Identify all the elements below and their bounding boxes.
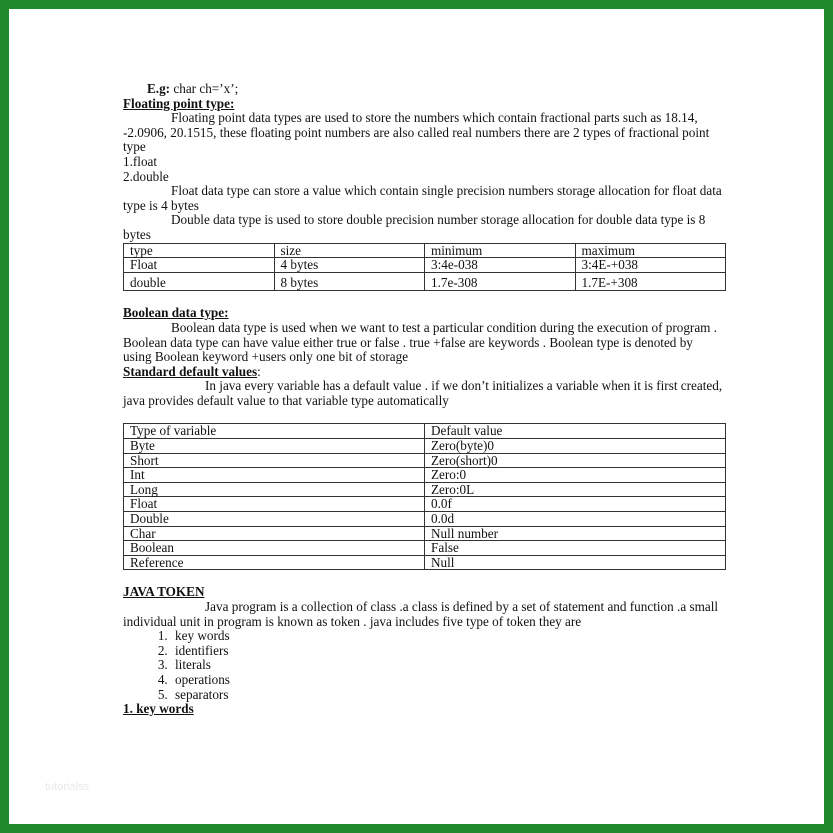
keywords-subheading: 1. key words (123, 701, 194, 717)
table-cell: Zero(short)0 (425, 453, 726, 468)
table-row (124, 512, 726, 527)
boolean-para: Boolean data type is used when we want to test a particular condition during the execution of program . Boolean data type can have value either true or false . true +false are keywords . Boolean type is denoted by using Boolean keyword +users only one bit of storage (123, 319, 718, 365)
float-range-table (123, 243, 726, 292)
table-cell: 1.7E-+308 (575, 272, 726, 291)
example-line (123, 82, 723, 97)
table-cell: Short (124, 453, 425, 468)
table-cell: Zero:0 (425, 468, 726, 483)
table-cell: 4 bytes (274, 258, 425, 273)
defaults-heading: Standard default values (123, 363, 258, 379)
table-cell: Null number (425, 526, 726, 541)
table-cell: 8 bytes (274, 272, 425, 291)
floating-heading: Floating point type: (123, 95, 235, 111)
table-header-row (124, 424, 726, 439)
spacer (123, 570, 723, 585)
table-row (124, 526, 726, 541)
defaults-para: In java every variable has a default value . if we don’t initializes a variable when it is first created, java provides default value to that variable type automatically (123, 378, 723, 408)
table-cell: Float (124, 258, 275, 273)
table-row (124, 453, 726, 468)
table-row (124, 258, 726, 273)
table-cell: Long (124, 482, 425, 497)
table-header-row (124, 243, 726, 258)
table-cell: 0.0f (425, 497, 726, 512)
list-item: 4. operations (171, 673, 723, 688)
floating-list-item: 1.float (123, 153, 158, 169)
table-cell: Null (425, 555, 726, 570)
spacer (123, 408, 723, 423)
table-header-cell: Type of variable (124, 424, 425, 439)
table-header-cell: Default value (425, 424, 726, 439)
table-cell: double (124, 272, 275, 291)
table-header-cell: minimum (425, 243, 576, 258)
spacer (123, 291, 723, 306)
example-text: char ch=’x’; (170, 81, 239, 96)
table-cell: Char (124, 526, 425, 541)
default-values-table (123, 423, 726, 570)
table-cell: 1.7e-308 (425, 272, 576, 291)
floating-list-item: 2.double (123, 168, 169, 184)
table-cell: Zero:0L (425, 482, 726, 497)
token-heading: JAVA TOKEN (123, 584, 205, 600)
table-header-cell: size (274, 243, 425, 258)
table-cell: Reference (124, 555, 425, 570)
table-cell: 3:4e-038 (425, 258, 576, 273)
table-cell: 3:4E-+038 (575, 258, 726, 273)
document-content (123, 82, 723, 717)
table-cell: 0.0d (425, 512, 726, 527)
table-cell: Double (124, 512, 425, 527)
table-header-cell: maximum (575, 243, 726, 258)
table-cell: Byte (124, 439, 425, 454)
example-label: E.g: (147, 81, 171, 96)
floating-para-2: Float data type can store a value which contain single precision numbers storage allocation for float data type is 4 bytes (123, 183, 722, 213)
list-item: 2. identifiers (171, 644, 723, 659)
list-item: 3. literals (171, 658, 723, 673)
table-row (124, 555, 726, 570)
table-cell: Int (124, 468, 425, 483)
table-cell: Float (124, 497, 425, 512)
floating-para-1: Floating point data types are used to store the numbers which contain fractional parts such as 18.14, -2.0906, 20.1515, these floating point numbers are also called real numbers there are 2 types of fractional point type (123, 110, 710, 155)
document-page (9, 9, 824, 824)
floating-para-3: Double data type is used to store double precision number storage allocation for double data type is 8 bytes (123, 212, 706, 242)
list-item: 1. key words (171, 629, 723, 644)
watermark: tutorialss (45, 781, 90, 793)
table-row (124, 482, 726, 497)
defaults-heading-line (123, 365, 723, 380)
boolean-heading: Boolean data type: (123, 305, 229, 321)
table-row (124, 439, 726, 454)
list-item: 5. separators (171, 688, 723, 703)
table-row (124, 541, 726, 556)
table-row (124, 272, 726, 291)
token-list (123, 629, 723, 702)
table-row (124, 468, 726, 483)
defaults-colon: : (257, 363, 261, 379)
table-header-cell: type (124, 243, 275, 258)
token-para: Java program is a collection of class .a class is defined by a set of statement and function .a small individual unit in program is known as token . java includes five type of token they are (123, 599, 719, 629)
table-cell: False (425, 541, 726, 556)
table-row (124, 497, 726, 512)
table-cell: Zero(byte)0 (425, 439, 726, 454)
table-cell: Boolean (124, 541, 425, 556)
